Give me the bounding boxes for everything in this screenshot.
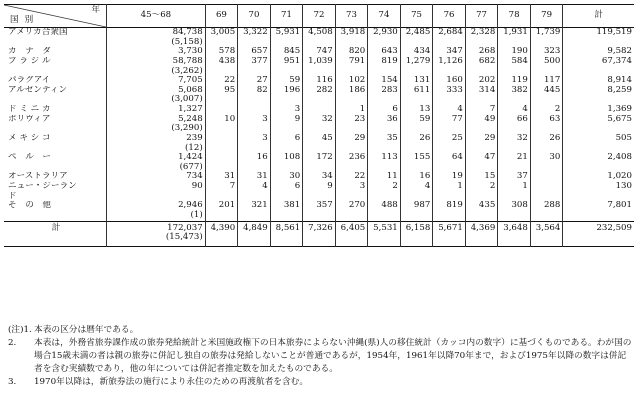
- table-cell: [465, 192, 498, 202]
- table-cell: [205, 134, 238, 153]
- country-name: ブ ラ ジ ル: [8, 56, 51, 66]
- table-cell: 347: [433, 47, 466, 57]
- table-cell: 9: [303, 182, 336, 192]
- country-name: アメリカ合衆国: [8, 27, 68, 37]
- table-cell: 6: [270, 182, 303, 192]
- table-cell: 16: [400, 172, 433, 182]
- table-cell: 119,519: [563, 28, 634, 48]
- table-cell: [107, 86, 206, 105]
- table-cell: 19: [433, 172, 466, 182]
- table-cell: [530, 182, 563, 192]
- table-cell: 333: [433, 86, 466, 105]
- table-cell: 3: [335, 182, 368, 192]
- footnote-number: 2.: [8, 338, 17, 348]
- table-cell: 5,531: [368, 221, 401, 246]
- table-cell: 270: [335, 201, 368, 221]
- table-cell: 2,408: [563, 153, 634, 172]
- table-cell: 578: [205, 47, 238, 57]
- column-header: 69: [205, 5, 238, 28]
- footnote-text: 1970年以降は，新旅券法の施行により永住のための再渡航者を含む。: [34, 377, 309, 387]
- table-cell: 2,930: [368, 28, 401, 48]
- column-header: 76: [433, 5, 466, 28]
- table-cell: 314: [465, 86, 498, 105]
- table-cell: 820: [335, 47, 368, 57]
- table-cell: 160: [433, 76, 466, 86]
- column-header: 74: [368, 5, 401, 28]
- table-cell: 32: [498, 134, 531, 153]
- column-header: 77: [465, 5, 498, 28]
- cell-value: 84,738: [172, 27, 203, 37]
- table-cell: 66: [498, 115, 531, 134]
- table-cell: 22: [205, 76, 238, 86]
- table-cell: 31: [205, 172, 238, 182]
- table-cell: 7,801: [563, 201, 634, 221]
- table-cell: 130: [563, 182, 634, 192]
- table-cell: 77: [433, 115, 466, 134]
- table-cell: 59: [270, 76, 303, 86]
- table-cell: 4,849: [238, 221, 271, 246]
- column-header: 計: [563, 5, 634, 28]
- table-cell: 819: [433, 201, 466, 221]
- table-cell: 16: [238, 153, 271, 172]
- table-cell: 2,328: [465, 28, 498, 48]
- table-cell: 434: [400, 47, 433, 57]
- country-name: オーストラリア: [8, 172, 68, 182]
- table-cell: 7: [205, 182, 238, 192]
- table-cell: 34: [303, 172, 336, 182]
- table-row: [4, 182, 634, 192]
- okinawa-subvalue: (5,158): [171, 36, 203, 47]
- table-cell: 288: [530, 201, 563, 221]
- corner-country-label: 国別: [10, 15, 40, 26]
- table-cell: 102: [335, 76, 368, 86]
- table-cell: [107, 57, 206, 76]
- table-cell: 119: [498, 76, 531, 86]
- footnote-text: 本表は，外務省旅券課作成の旅券発給統計と米国施政権下の日本旅券によらない沖縄(県)人の移住統計（カッコ内の数字）に基づくものである。わが国の場合15歳未満の者は親の旅券に併記し独自の旅券は発給しないことが普通であるが，1954年，1961年以降70年まで，および1975年以降の数字は併記者を含む実績数であり，他の年については併記者推定数を加えたものである。: [34, 338, 632, 374]
- table-cell: 657: [238, 47, 271, 57]
- footnote: [8, 324, 634, 337]
- footnote-number: 3.: [8, 377, 17, 387]
- table-cell: [498, 192, 531, 202]
- table-cell: 1,020: [563, 172, 634, 182]
- country-name: ペ ル ー: [8, 153, 51, 163]
- country-name: メ キ シ コ: [8, 133, 51, 143]
- table-cell: 196: [270, 86, 303, 105]
- table-cell: 1,327: [107, 105, 206, 115]
- table-cell: 29: [465, 134, 498, 153]
- table-cell: 747: [303, 47, 336, 57]
- table-cell: 6,158: [400, 221, 433, 246]
- footnote: [8, 376, 634, 389]
- table-cell: 438: [205, 57, 238, 76]
- table-cell: 47: [465, 153, 498, 172]
- table-cell: [205, 105, 238, 115]
- table-cell: 13: [400, 105, 433, 115]
- table-cell: 488: [368, 201, 401, 221]
- table-cell: 11: [368, 172, 401, 182]
- table-row: [4, 28, 634, 48]
- footnote-text: 本表の区分は暦年である。: [34, 325, 139, 335]
- table-row: [4, 57, 634, 76]
- table-cell: 987: [400, 201, 433, 221]
- table-cell: 500: [530, 57, 563, 76]
- table-cell: 10: [205, 115, 238, 134]
- table-cell: 611: [400, 86, 433, 105]
- okinawa-subvalue: (15,473): [165, 232, 203, 243]
- table-cell: 8,259: [563, 86, 634, 105]
- table-cell: 2: [368, 182, 401, 192]
- table-cell: 377: [238, 57, 271, 76]
- column-header: 75: [400, 5, 433, 28]
- table-cell: 23: [335, 115, 368, 134]
- cell-value: 5,248: [178, 114, 203, 124]
- table-cell: [563, 192, 634, 202]
- total-label: 計: [51, 222, 61, 233]
- table-cell: 323: [530, 47, 563, 57]
- table-cell: 26: [400, 134, 433, 153]
- table-cell: 59: [400, 115, 433, 134]
- table-cell: 117: [530, 76, 563, 86]
- table-cell: 3,918: [335, 28, 368, 48]
- table-cell: [530, 192, 563, 202]
- table-cell: 30: [530, 153, 563, 172]
- okinawa-subvalue: (3,262): [171, 65, 203, 76]
- table-cell: 67,374: [563, 57, 634, 76]
- emigration-table: [4, 4, 634, 247]
- table-row: [4, 201, 634, 221]
- table-cell: 31: [238, 172, 271, 182]
- table-cell: [107, 153, 206, 172]
- table-cell: 1,739: [530, 28, 563, 48]
- table-cell: 9,582: [563, 47, 634, 57]
- table-row: [4, 105, 634, 115]
- table-cell: 1: [335, 105, 368, 115]
- table-cell: 2,485: [400, 28, 433, 48]
- table-cell: [238, 105, 271, 115]
- table-cell: 9: [270, 115, 303, 134]
- table-cell: 95: [205, 86, 238, 105]
- table-cell: 90: [107, 182, 206, 192]
- country-name: アルゼンティン: [8, 85, 68, 95]
- table-cell: 381: [270, 201, 303, 221]
- table-cell: [303, 192, 336, 202]
- table-cell: 584: [498, 57, 531, 76]
- table-cell: 2: [530, 105, 563, 115]
- table-cell: 108: [270, 153, 303, 172]
- table-cell: [205, 192, 238, 202]
- table-cell: 1,279: [400, 57, 433, 76]
- table-cell: 819: [368, 57, 401, 76]
- table-cell: 4: [400, 182, 433, 192]
- table-row: [4, 192, 634, 202]
- table-cell: 201: [205, 201, 238, 221]
- okinawa-subvalue: (1): [190, 209, 203, 220]
- country-name: パラグアイ: [8, 76, 51, 86]
- table-cell: 63: [530, 115, 563, 134]
- table-cell: 1,931: [498, 28, 531, 48]
- cell-value: 5,068: [178, 85, 203, 95]
- column-header: 72: [303, 5, 336, 28]
- table-cell: 3: [238, 115, 271, 134]
- cell-value: 2,946: [178, 201, 203, 211]
- table-row: [4, 47, 634, 57]
- column-header: 71: [270, 5, 303, 28]
- table-cell: [433, 192, 466, 202]
- corner-cell: [4, 5, 107, 28]
- table-cell: [107, 115, 206, 134]
- table-cell: 26: [530, 134, 563, 153]
- cell-value: 1,424: [178, 153, 203, 163]
- table-cell: 190: [498, 47, 531, 57]
- table-cell: 734: [107, 172, 206, 182]
- table-row: [4, 172, 634, 182]
- table-cell: 131: [400, 76, 433, 86]
- table-cell: 1,039: [303, 57, 336, 76]
- table-cell: [400, 192, 433, 202]
- table-cell: 643: [368, 47, 401, 57]
- table-cell: 3: [238, 134, 271, 153]
- table-cell: 845: [270, 47, 303, 57]
- table-cell: 15: [465, 172, 498, 182]
- table-cell: 4: [433, 105, 466, 115]
- cell-value: 239: [186, 133, 203, 143]
- country-name: ド: [8, 191, 17, 201]
- table-cell: 2,684: [433, 28, 466, 48]
- table-cell: 82: [238, 86, 271, 105]
- header-row: [4, 5, 634, 28]
- table-cell: 35: [368, 134, 401, 153]
- table-cell: 5,931: [270, 28, 303, 48]
- table-cell: 3,648: [498, 221, 531, 246]
- table-cell: 505: [563, 134, 634, 153]
- table-cell: 21: [498, 153, 531, 172]
- table-cell: 1,369: [563, 105, 634, 115]
- table-cell: 22: [335, 172, 368, 182]
- table-cell: 232,509: [563, 221, 634, 246]
- okinawa-subvalue: (3,007): [171, 94, 203, 105]
- table-cell: [238, 192, 271, 202]
- table-cell: 4,508: [303, 28, 336, 48]
- table-cell: [303, 105, 336, 115]
- country-name: カ ナ ダ: [8, 47, 51, 57]
- table-cell: [107, 221, 206, 246]
- corner-year-label: 年: [91, 5, 101, 15]
- table-cell: 282: [303, 86, 336, 105]
- column-header: 45～68: [107, 5, 206, 28]
- table-cell: 3: [270, 105, 303, 115]
- table-cell: 116: [303, 76, 336, 86]
- table-cell: 1: [498, 182, 531, 192]
- table-cell: 27: [238, 76, 271, 86]
- table-cell: 357: [303, 201, 336, 221]
- table-cell: 1,126: [433, 57, 466, 76]
- table-cell: [107, 28, 206, 48]
- table-cell: 45: [303, 134, 336, 153]
- table-cell: 172: [303, 153, 336, 172]
- table-cell: 154: [368, 76, 401, 86]
- table-cell: 186: [335, 86, 368, 105]
- cell-value: 172,037: [167, 222, 203, 233]
- table-cell: 321: [238, 201, 271, 221]
- okinawa-subvalue: (12): [185, 142, 203, 153]
- table-cell: 30: [270, 172, 303, 182]
- table-cell: 2: [465, 182, 498, 192]
- table-cell: 7,326: [303, 221, 336, 246]
- okinawa-subvalue: (3,290): [171, 123, 203, 134]
- table-cell: 4: [498, 105, 531, 115]
- table-cell: 951: [270, 57, 303, 76]
- table-cell: 3,564: [530, 221, 563, 246]
- table-cell: 308: [498, 201, 531, 221]
- country-name: そ の 他: [8, 201, 51, 211]
- table-cell: [107, 134, 206, 153]
- cell-value: 58,788: [172, 56, 203, 66]
- footnote-number: (注)1.: [8, 325, 32, 335]
- column-header: 70: [238, 5, 271, 28]
- table-cell: 236: [335, 153, 368, 172]
- table-row: [4, 134, 634, 153]
- okinawa-subvalue: (677): [179, 161, 203, 172]
- table-cell: 8,561: [270, 221, 303, 246]
- table-cell: 1: [433, 182, 466, 192]
- table-cell: 4,369: [465, 221, 498, 246]
- table-row: [4, 76, 634, 86]
- table-cell: 7,705: [107, 76, 206, 86]
- table-cell: 155: [400, 153, 433, 172]
- table-cell: 7: [465, 105, 498, 115]
- table-cell: 791: [335, 57, 368, 76]
- table-cell: 435: [465, 201, 498, 221]
- table-row: [4, 153, 634, 172]
- table-cell: [368, 192, 401, 202]
- table-cell: [107, 201, 206, 221]
- table-cell: 445: [530, 86, 563, 105]
- table-cell: 202: [465, 76, 498, 86]
- table-row: [4, 86, 634, 105]
- table-cell: [107, 192, 206, 202]
- table-cell: [530, 172, 563, 182]
- column-header: 79: [530, 5, 563, 28]
- table-cell: [205, 153, 238, 172]
- table-cell: 32: [303, 115, 336, 134]
- table-cell: 4: [238, 182, 271, 192]
- table-cell: 64: [433, 153, 466, 172]
- column-header: 73: [335, 5, 368, 28]
- table-cell: 6,405: [335, 221, 368, 246]
- footnote: [8, 337, 634, 376]
- table-cell: 3,730: [107, 47, 206, 57]
- table-cell: 4,390: [205, 221, 238, 246]
- table-cell: 283: [368, 86, 401, 105]
- table-cell: [270, 192, 303, 202]
- country-name: ニュー・ジーラン: [8, 182, 77, 191]
- table-cell: 29: [335, 134, 368, 153]
- column-header: 78: [498, 5, 531, 28]
- table-cell: 3,005: [205, 28, 238, 48]
- table-cell: 6: [368, 105, 401, 115]
- table-cell: 5,675: [563, 115, 634, 134]
- table-cell: 382: [498, 86, 531, 105]
- table-row: [4, 115, 634, 134]
- total-row: [4, 221, 634, 246]
- table-cell: 268: [465, 47, 498, 57]
- table-cell: 113: [368, 153, 401, 172]
- table-cell: 3,322: [238, 28, 271, 48]
- country-name: ド ミ ニ カ: [8, 105, 51, 114]
- table-cell: 8,914: [563, 76, 634, 86]
- table-cell: 36: [368, 115, 401, 134]
- country-name: ボリヴィア: [8, 114, 51, 124]
- table-cell: 49: [465, 115, 498, 134]
- table-cell: 37: [498, 172, 531, 182]
- table-cell: 682: [465, 57, 498, 76]
- table-cell: 5,671: [433, 221, 466, 246]
- table-cell: 25: [433, 134, 466, 153]
- table-cell: [335, 192, 368, 202]
- footnotes: [8, 324, 634, 389]
- table-cell: 6: [270, 134, 303, 153]
